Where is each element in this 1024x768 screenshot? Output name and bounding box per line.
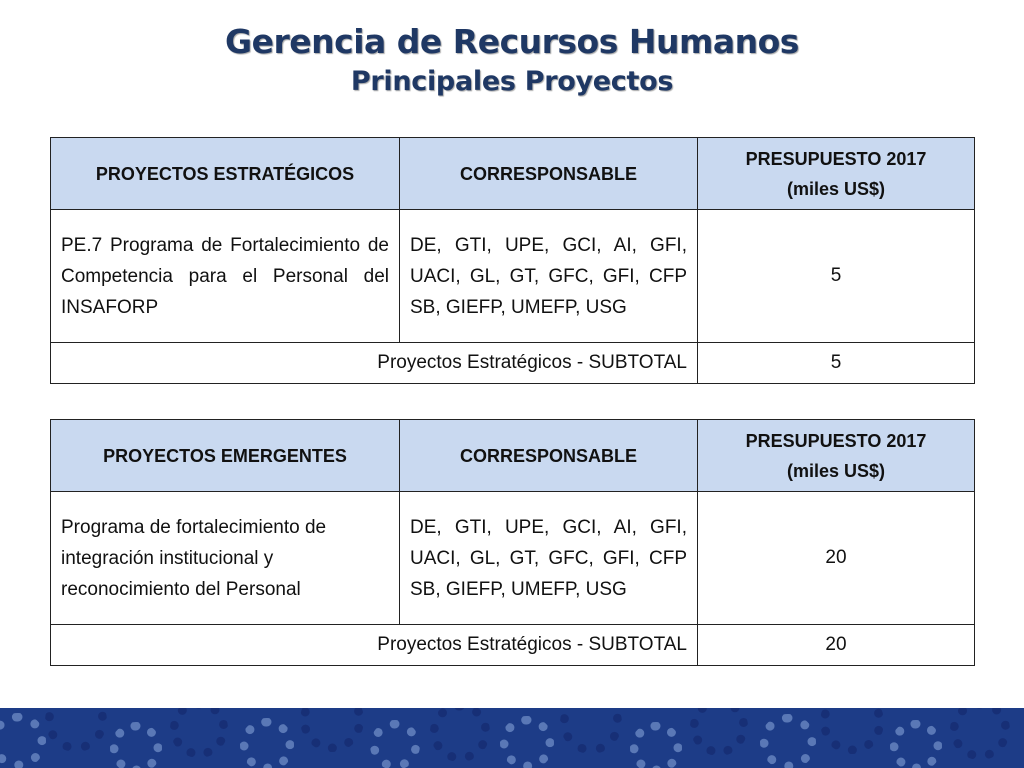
- gear-icon: [45, 708, 107, 752]
- gear-icon: [240, 718, 294, 768]
- subtotal-value: 20: [698, 625, 975, 666]
- project-name-cell: Programa de fortalecimiento de integración institucional y reconocimiento del Personal: [51, 492, 400, 625]
- page-title: Gerencia de Recursos Humanos: [225, 22, 799, 61]
- gear-icon: [300, 708, 364, 752]
- subtotal-label: Proyectos Estratégicos - SUBTOTAL: [51, 343, 698, 384]
- gear-icon: [430, 708, 490, 762]
- table-row: [51, 492, 975, 625]
- header-coresponsible: CORRESPONSABLE: [400, 420, 698, 492]
- subtotal-row: [51, 343, 975, 384]
- header-budget: PRESUPUESTO 2017 (miles US$): [698, 138, 975, 210]
- budget-cell: 20: [698, 492, 975, 625]
- table-header-row: [51, 420, 975, 492]
- gear-icon: [760, 714, 816, 768]
- header-budget: PRESUPUESTO 2017 (miles US$): [698, 420, 975, 492]
- table-row: [51, 210, 975, 343]
- footer-gear-banner: [0, 708, 1024, 768]
- subtotal-value: 5: [698, 343, 975, 384]
- header-project: PROYECTOS EMERGENTES: [51, 420, 400, 492]
- strategic-projects-table: [50, 137, 975, 384]
- subtotal-row: [51, 625, 975, 666]
- gear-icon: [110, 722, 162, 768]
- gear-icon: [0, 713, 46, 768]
- gear-icon: [690, 708, 748, 756]
- project-name-cell: PE.7 Programa de Fortalecimiento de Competencia para el Personal del INSAFORP: [51, 210, 400, 343]
- table-header-row: [51, 138, 975, 210]
- gear-icon: [370, 720, 420, 768]
- gear-icon: [500, 716, 554, 768]
- header-coresponsible: CORRESPONSABLE: [400, 138, 698, 210]
- page-subtitle: Principales Proyectos: [350, 66, 674, 97]
- emergent-projects-table: [50, 419, 975, 666]
- budget-cell: 5: [698, 210, 975, 343]
- gear-icon: [560, 708, 622, 754]
- coresponsible-cell: DE, GTI, UPE, GCI, AI, GFI, UACI, GL, GT, GFC, GFI, CFP SB, GIEFP, UMEFP, USG: [400, 492, 698, 625]
- gear-icon: [820, 708, 884, 754]
- gear-icon: [630, 722, 682, 768]
- coresponsible-cell: DE, GTI, UPE, GCI, AI, GFI, UACI, GL, GT, GFC, GFI, CFP SB, GIEFP, UMEFP, USG: [400, 210, 698, 343]
- header-project: PROYECTOS ESTRATÉGICOS: [51, 138, 400, 210]
- gear-icon: [170, 708, 228, 758]
- gear-icon: [890, 720, 942, 768]
- subtotal-label: Proyectos Estratégicos - SUBTOTAL: [51, 625, 698, 666]
- gear-icon: [950, 708, 1010, 760]
